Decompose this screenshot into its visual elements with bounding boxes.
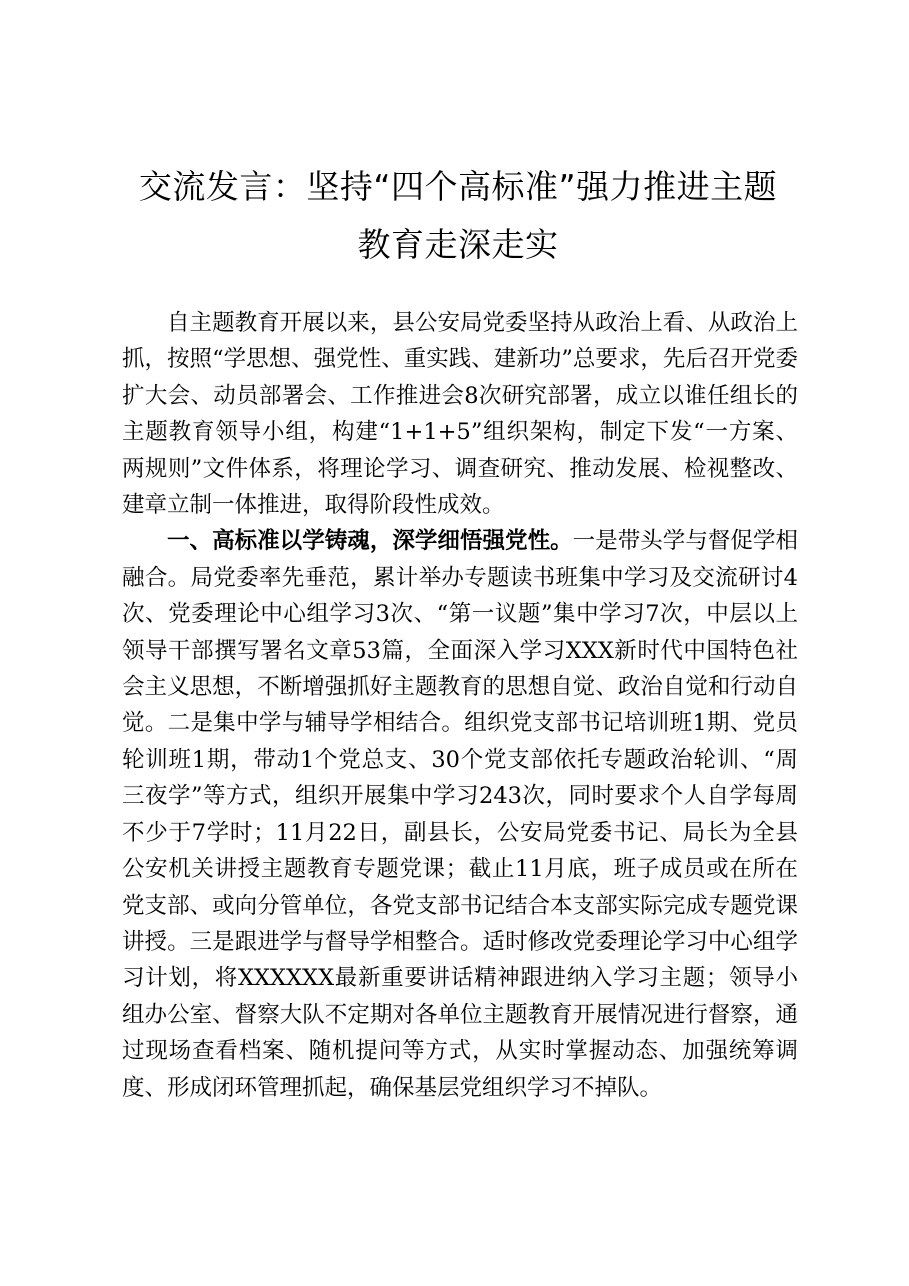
title-line-1: 交流发言：坚持“四个高标准”强力推进主题: [138, 167, 778, 206]
intro-paragraph: [122, 305, 798, 523]
section-one-text: 一是带头学与督促学相融合。局党委率先垂范，累计举办专题读书班集中学习及交流研讨4次、党委理论中心组学习3次、“第一议题”集中学习7次，中层以上领导干部撰写署名文章53篇，全面深入学习XXX新时代中国特色社会主义思想，不断增强抓好主题教育的思想自觉、政治自觉和行动自觉。二是集中学与辅导学相结合。组织党支部书记培训班1期、党员轮训班1期，带动1个党总支、30个党支部依托专题政治轮训、“周三夜学”等方式，组织开展集中学习243次，同时要求个人自学每周不少于7学时；11月22日，副县长，公安局党委书记、局长为全县公安机关讲授主题教育专题党课；截止11月底，班子成员或在所在党支部、或向分管单位，各党支部书记结合本支部实际完成专题党课讲授。三是跟进学与督导学相整合。适时修改党委理论学习中心组学习计划，将XXXXXX最新重要讲话精神跟进纳入学习主题；领导小组办公室、督察大队不定期对各单位主题教育开展情况进行督察，通过现场查看档案、随机提问等方式，从实时掌握动态、加强统筹调度、形成闭环管理抓起，确保基层党组织学习不掉队。: [122, 528, 798, 1101]
intro-paragraph-text: 自主题教育开展以来，县公安局党委坚持从政治上看、从政治上抓，按照“学思想、强党性、重实践、建新功”总要求，先后召开党委扩大会、动员部署会、工作推进会8次研究部署，成立以谁任组长的主题教育领导小组，构建“1+1+5”组织架构，制定下发“一方案、两规则”文件体系，将理论学习、调查研究、推动发展、检视整改、建章立制一体推进，取得阶段性成效。: [122, 310, 798, 519]
section-one-heading: 一、高标准以学铸魂，深学细悟强党性。: [167, 528, 573, 555]
title-line-2: 教育走深走实: [357, 225, 559, 264]
document-title: [118, 158, 798, 274]
document-body: [122, 305, 798, 1106]
section-one-paragraph: [122, 523, 798, 1106]
